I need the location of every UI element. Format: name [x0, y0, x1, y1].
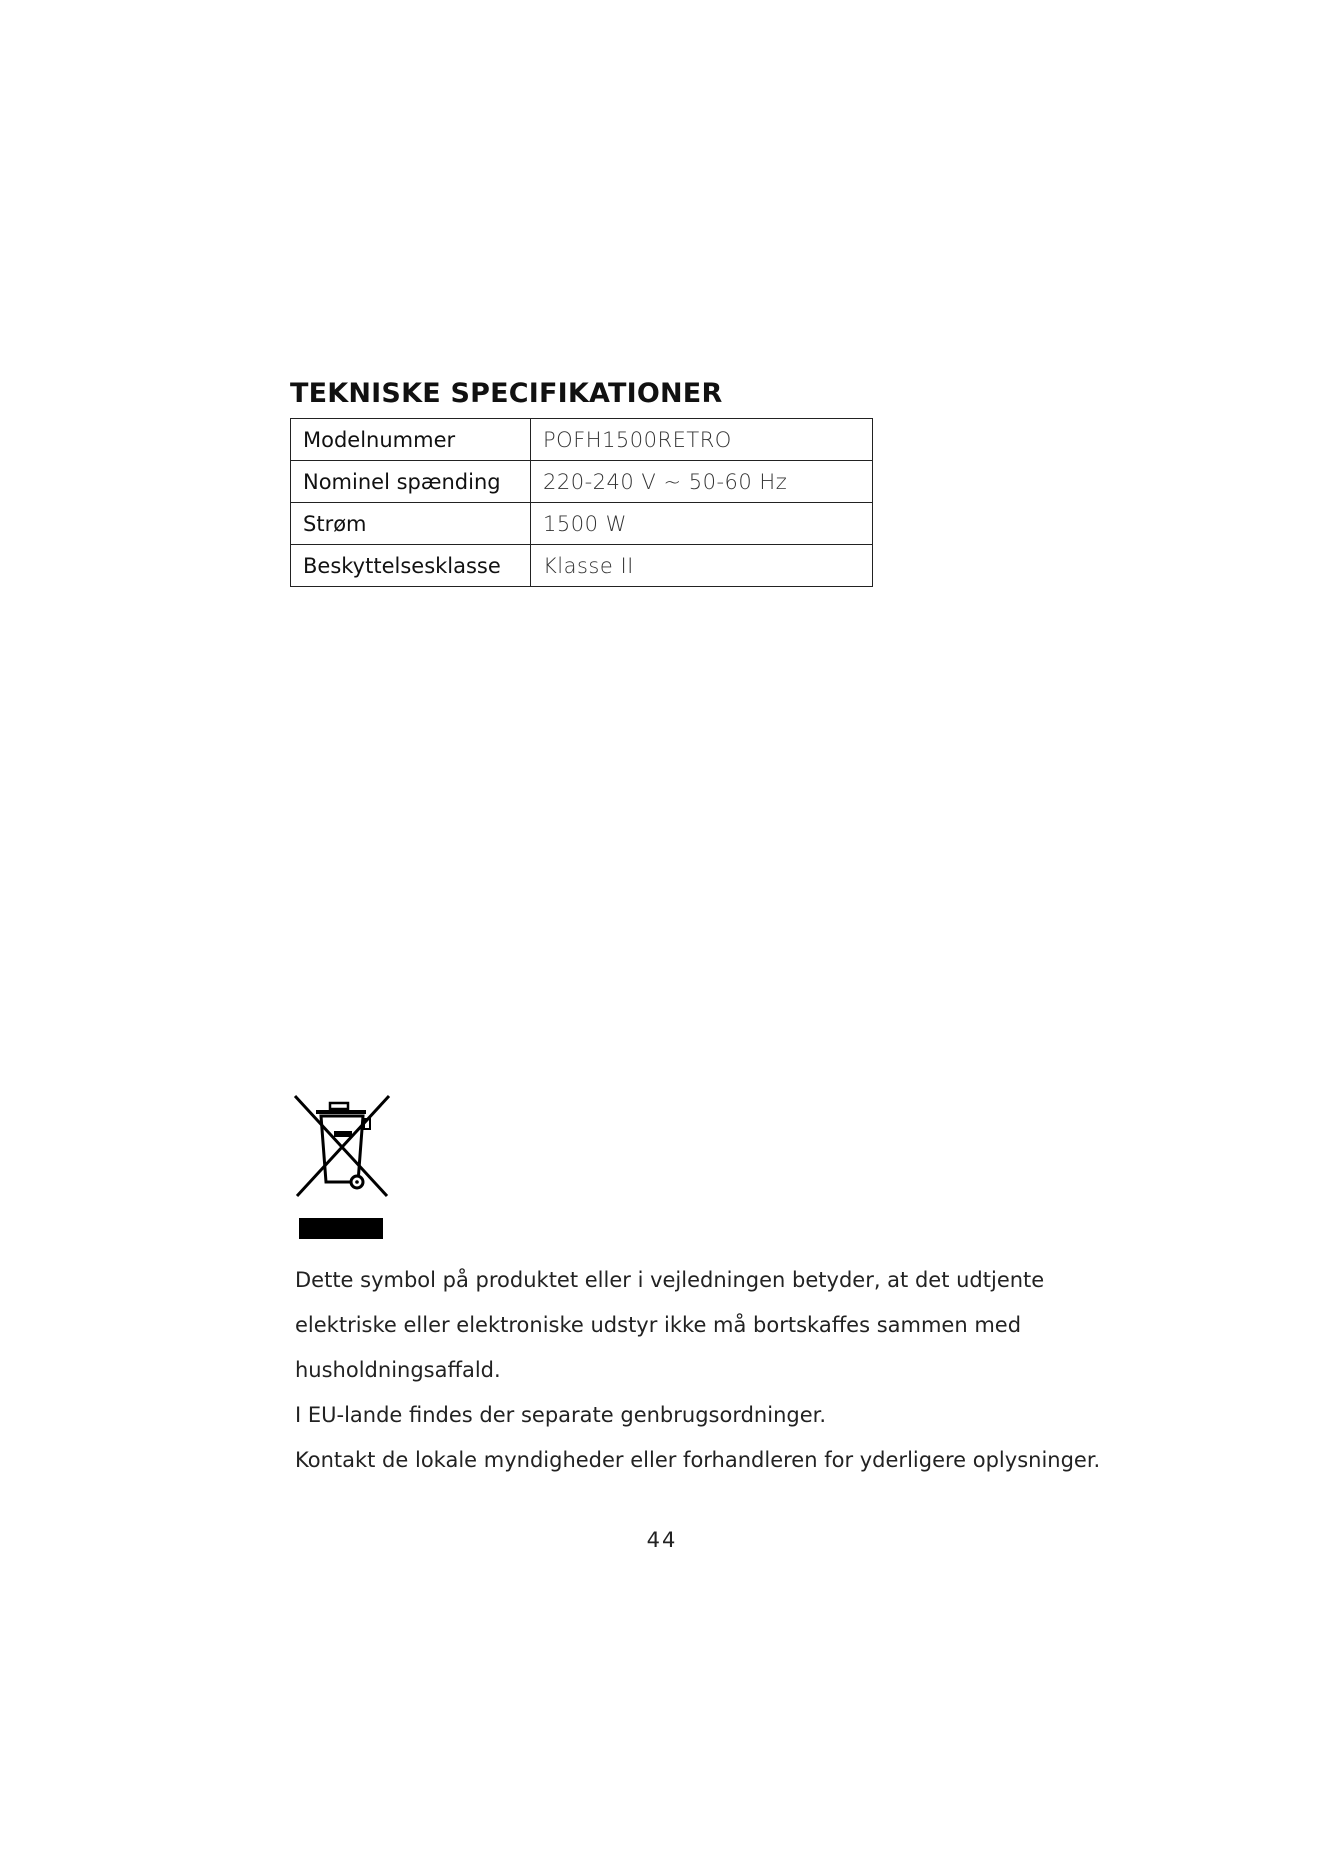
spec-value: Klasse II — [531, 545, 873, 587]
disposal-line: Kontakt de lokale myndigheder eller forhandleren for yderligere oplysninger. — [295, 1448, 1101, 1472]
spec-label: Modelnummer — [291, 419, 531, 461]
spec-row-protection-class — [291, 545, 873, 587]
spec-row-power — [291, 503, 873, 545]
disposal-line: elektriske eller elektroniske udstyr ikke må bortskaffes sammen med — [295, 1313, 1022, 1337]
spec-value: POFH1500RETRO — [531, 419, 873, 461]
weee-solid-bar — [299, 1218, 383, 1239]
page-number: 44 — [646, 1528, 678, 1552]
disposal-notice — [295, 1258, 1115, 1483]
spec-table — [290, 418, 873, 587]
crossed-out-wheelie-bin-icon — [292, 1092, 392, 1200]
spec-label: Strøm — [291, 503, 531, 545]
spec-label: Beskyttelsesklasse — [291, 545, 531, 587]
spec-label: Nominel spænding — [291, 461, 531, 503]
spec-row-voltage — [291, 461, 873, 503]
disposal-line: I EU-lande findes der separate genbrugsordninger. — [295, 1403, 827, 1427]
spec-row-model — [291, 419, 873, 461]
spec-section-title: TEKNISKE SPECIFIKATIONER — [290, 378, 723, 409]
disposal-line: Dette symbol på produktet eller i vejledningen betyder, at det udtjente — [295, 1268, 1045, 1292]
disposal-line: husholdningsaffald. — [295, 1358, 501, 1382]
spec-value: 220-240 V ~ 50-60 Hz — [531, 461, 873, 503]
spec-value: 1500 W — [531, 503, 873, 545]
